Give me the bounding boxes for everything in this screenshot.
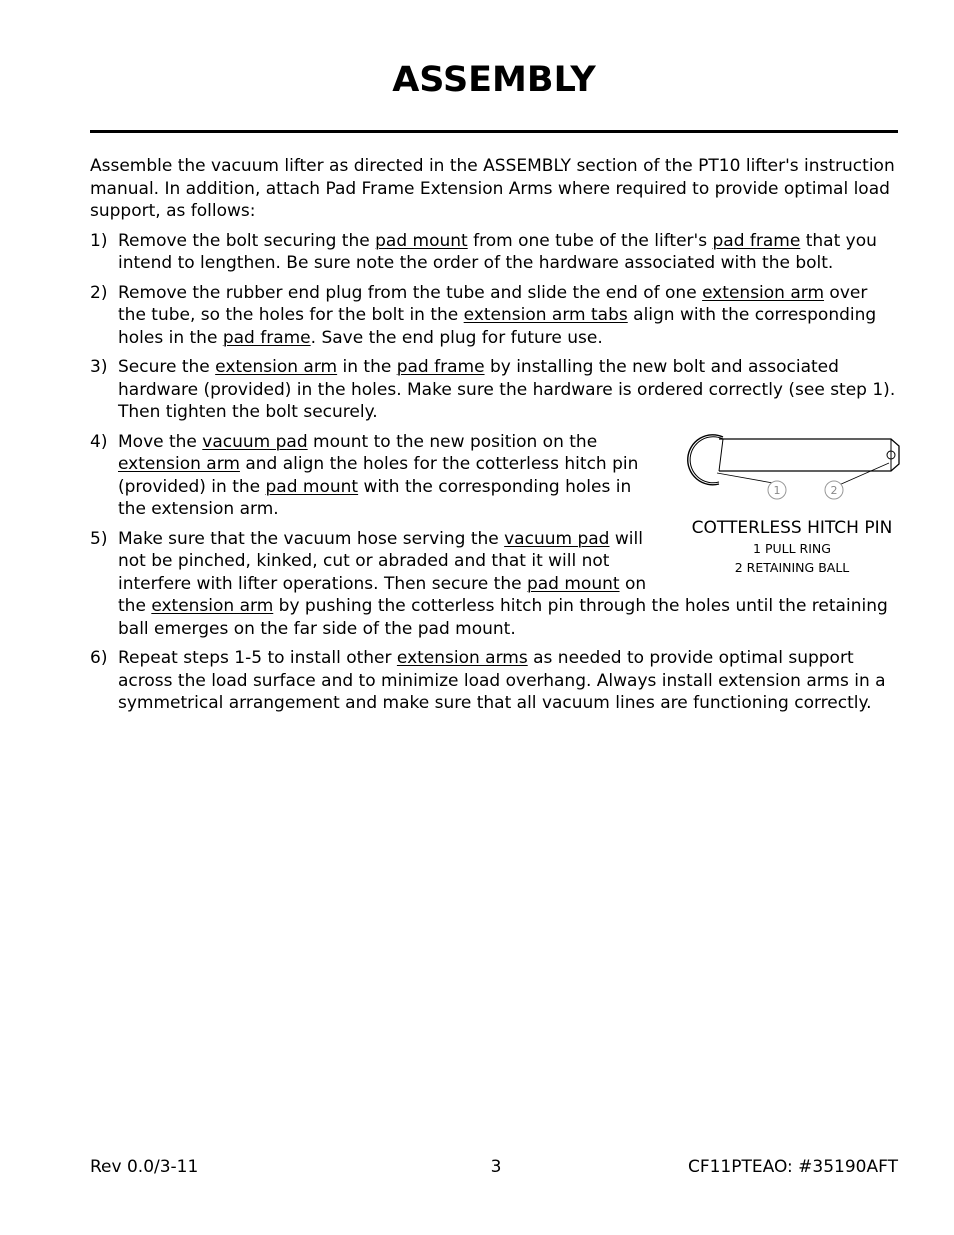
figure-legend-item-2: 2 RETAINING BALL <box>734 559 850 575</box>
step-number: 2) <box>90 282 108 303</box>
intro-paragraph: Assemble the vacuum lifter as directed in the ASSEMBLY section of the PT10 lifter's instruction manual. In addition, attach Pad Frame Extension Arms where required to provide optimal load support, as follows: <box>90 156 895 221</box>
figure-legend-item-1: 1 PULL RING <box>753 540 831 556</box>
step-1 <box>90 230 900 275</box>
step-text-segment: mount to the new position on the <box>307 431 598 452</box>
underlined-term: vacuum pad <box>504 528 610 549</box>
step-text-segment: as needed to provide optimal support across the load surface and to minimize load overhang. Always install extension arms in a symmetrical arrangement and make sure that all vacuum lines are functioning correctly. <box>118 648 886 713</box>
step-text <box>118 529 888 639</box>
step-5 <box>90 528 900 641</box>
step-text-segment: Secure the <box>118 357 216 377</box>
step-text-segment: Make sure that the vacuum hose serving the <box>118 528 505 549</box>
page-title: ASSEMBLY <box>392 60 596 100</box>
underlined-term: extension arm <box>215 357 338 377</box>
callout-2-label: 2 <box>830 483 838 497</box>
step-text-segment: that you intend to lengthen. Be sure note the order of the hardware associated with the bolt. <box>118 230 877 273</box>
step-text-segment: over the tube, so the holes for the bolt in the <box>118 282 868 325</box>
footer-page-number: 3 <box>490 1157 502 1177</box>
underlined-term: pad frame <box>222 327 311 348</box>
step-text-segment: by installing the new bolt and associated hardware (provided) in the holes. Make sure the hardware is ordered correctly (see step 1). Then tighten the bolt securely. <box>118 357 896 422</box>
underlined-term: pad frame <box>396 357 485 377</box>
step-text-segment: Remove the rubber end plug from the tube and slide the end of one <box>118 282 703 303</box>
step-2 <box>90 282 900 350</box>
underlined-term: extension arm tabs <box>463 305 628 325</box>
step-text-segment: and align the holes for the cotterless hitch pin (provided) in the <box>118 454 639 497</box>
step-number: 1) <box>90 230 108 251</box>
step-text-segment: Move the <box>118 431 203 452</box>
step-number: 3) <box>90 357 108 377</box>
step-3 <box>90 356 900 424</box>
underlined-term: pad mount <box>526 573 620 594</box>
figure-caption: COTTERLESS HITCH PIN <box>691 517 893 538</box>
step-text-segment: align with the corresponding holes in the <box>118 305 877 348</box>
step-number: 4) <box>90 431 108 452</box>
step-text <box>118 231 877 274</box>
step-number: 6) <box>90 648 108 668</box>
underlined-term: extension arm <box>118 454 240 474</box>
step-text-segment: Remove the bolt securing the <box>118 230 376 251</box>
step-text-segment: Repeat steps 1-5 to install other <box>118 648 397 668</box>
title-divider <box>90 130 898 133</box>
underlined-term: extension arms <box>396 648 528 668</box>
assembly-steps <box>90 230 900 715</box>
pull-ring-icon <box>688 434 723 484</box>
step-text <box>118 432 638 520</box>
cotterless-hitch-pin-illustration <box>679 433 905 509</box>
step-text-segment: . Save the end plug for future use. <box>310 327 603 348</box>
step-text <box>118 357 895 422</box>
step-6 <box>90 647 900 715</box>
step-text-segment: on the <box>118 573 647 616</box>
callout-1-label: 1 <box>773 483 781 497</box>
step-text <box>118 648 886 713</box>
document-body <box>90 155 900 722</box>
step-text-segment: by pushing the cotterless hitch pin through the holes until the retaining ball emerges on the far side of the pad mount. <box>118 596 888 639</box>
pin-shaft <box>719 439 899 471</box>
underlined-term: pad frame <box>712 230 801 251</box>
step-number: 5) <box>90 528 108 549</box>
underlined-term: pad mount <box>375 230 468 251</box>
underlined-term: extension arm <box>702 282 825 303</box>
footer-revision: Rev 0.0/3-11 <box>90 1157 199 1177</box>
step-text-segment: with the corresponding holes in the extension arm. <box>118 476 632 519</box>
step-text-segment: from one tube of the lifter's <box>467 230 713 251</box>
footer-document-id: CF11PTEAO: #35190AFT <box>687 1157 898 1177</box>
step-text-segment: will not be pinched, kinked, cut or abraded and that it will not interfere with lifter operations. Then secure the <box>118 528 643 594</box>
step-text <box>118 283 876 348</box>
underlined-term: vacuum pad <box>202 431 308 452</box>
step-text-segment: in the <box>337 357 397 377</box>
underlined-term: extension arm <box>151 596 274 616</box>
underlined-term: pad mount <box>265 476 359 497</box>
